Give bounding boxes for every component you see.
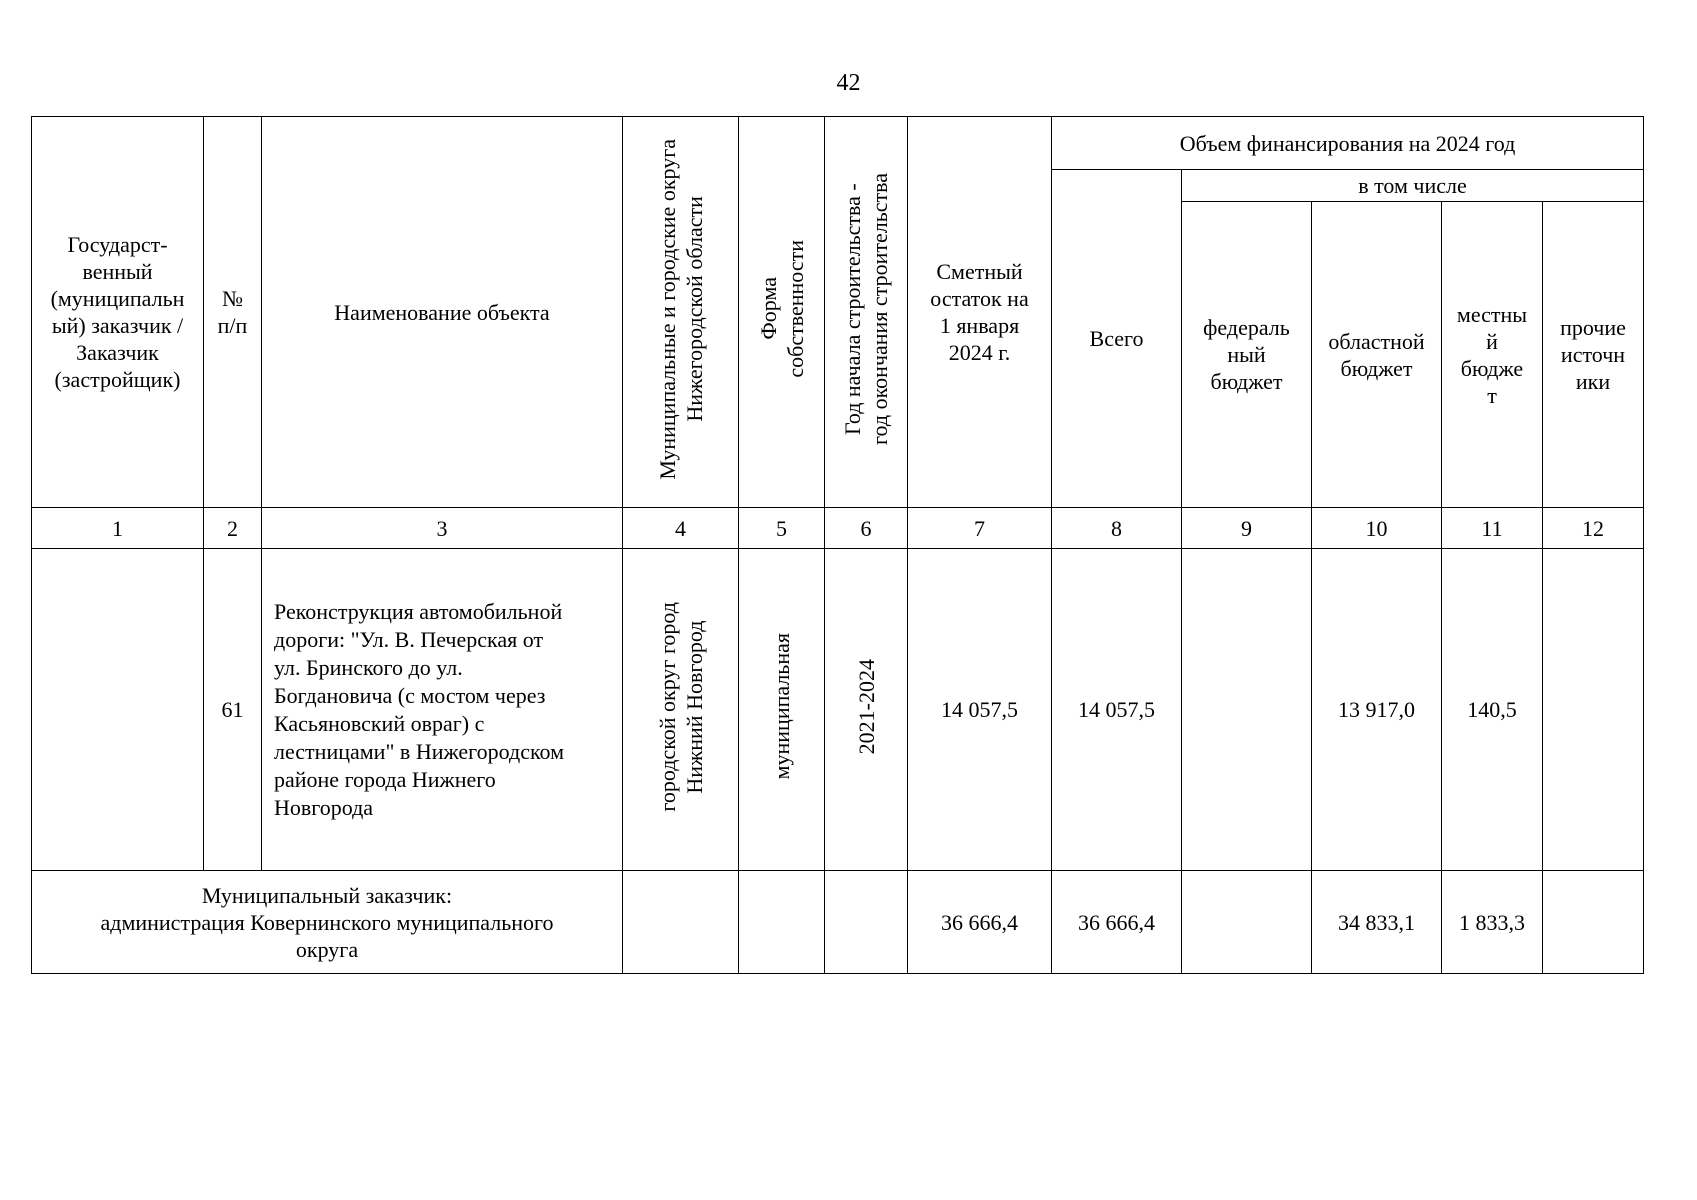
summary-other <box>1543 871 1644 974</box>
row-federal <box>1182 549 1312 871</box>
header-total <box>1052 170 1182 508</box>
header-other-text: прочие источн ики <box>1560 315 1626 394</box>
column-number: 12 <box>1543 508 1644 549</box>
summary-row <box>32 871 1644 974</box>
header-ownership-text: Форма собственности <box>755 240 808 378</box>
summary-ownership <box>739 871 825 974</box>
header-other <box>1543 202 1644 508</box>
header-object-name-text: Наименование объекта <box>334 299 550 325</box>
header-municipalities-text: Муниципальные и городские округа Нижегородской области <box>654 138 707 480</box>
column-number: 6 <box>825 508 908 549</box>
page-number: 42 <box>836 70 861 96</box>
header-local-text: местны й бюдже т <box>1456 301 1528 408</box>
summary-municipality <box>623 871 739 974</box>
header-funding-group <box>1052 117 1644 170</box>
row-total: 14 057,5 <box>1052 549 1182 871</box>
row-object-name <box>262 549 623 871</box>
row-customer <box>32 549 204 871</box>
header-federal <box>1182 202 1312 508</box>
header-total-text: Всего <box>1089 326 1144 351</box>
summary-estimate: 36 666,4 <box>908 871 1052 974</box>
row-ownership-text: муниципальная <box>769 633 794 780</box>
table-row <box>32 549 1644 871</box>
column-number: 8 <box>1052 508 1182 549</box>
column-number: 3 <box>262 508 623 549</box>
header-regional <box>1312 202 1442 508</box>
header-federal-text: федераль ный бюджет <box>1203 315 1290 394</box>
row-number: 61 <box>204 549 262 871</box>
summary-federal <box>1182 871 1312 974</box>
header-years-text: Год начала строительства - год окончания строительства <box>840 173 892 445</box>
header-regional-text: областной бюджет <box>1328 328 1425 381</box>
column-number: 1 <box>32 508 204 549</box>
summary-label <box>32 871 623 974</box>
row-years <box>825 549 908 871</box>
investment-program-table <box>31 116 1644 974</box>
header-row-1 <box>32 117 1644 170</box>
row-other <box>1543 549 1644 871</box>
header-customer <box>32 117 204 508</box>
row-estimate: 14 057,5 <box>908 549 1052 871</box>
column-number: 2 <box>204 508 262 549</box>
column-number: 5 <box>739 508 825 549</box>
header-including-text: в том числе <box>1358 173 1467 198</box>
header-including <box>1182 170 1644 202</box>
column-number: 11 <box>1442 508 1543 549</box>
header-estimate <box>908 117 1052 508</box>
column-number: 10 <box>1312 508 1442 549</box>
header-estimate-text: Сметный остаток на 1 января 2024 г. <box>930 259 1029 365</box>
header-local <box>1442 202 1543 508</box>
row-local: 140,5 <box>1442 549 1543 871</box>
row-years-text: 2021-2024 <box>853 658 879 755</box>
header-object-name <box>262 117 623 508</box>
row-object-name-text: Реконструкция автомобильной дороги: "Ул. В. Печерская от ул. Бринского до ул. Богдановича (с мостом через Касьяновский овраг) с лестницами" в Нижегородском районе города Нижнего Новгорода <box>274 598 565 820</box>
header-number <box>204 117 262 508</box>
row-ownership <box>739 549 825 871</box>
column-number-row <box>32 508 1644 549</box>
header-years <box>825 117 908 508</box>
header-municipalities <box>623 117 739 508</box>
summary-regional: 34 833,1 <box>1312 871 1442 974</box>
header-number-text: № п/п <box>217 286 248 338</box>
summary-years <box>825 871 908 974</box>
header-funding-group-text: Объем финансирования на 2024 год <box>1179 130 1516 156</box>
summary-local: 1 833,3 <box>1442 871 1543 974</box>
header-ownership <box>739 117 825 508</box>
column-number: 7 <box>908 508 1052 549</box>
summary-label-text: Муниципальный заказчик: администрация Ковернинского муниципального округа <box>100 882 554 962</box>
row-municipality-text: городской округ город Нижний Новгород <box>654 601 707 812</box>
row-regional: 13 917,0 <box>1312 549 1442 871</box>
column-number: 9 <box>1182 508 1312 549</box>
header-customer-text: Государст- венный (муниципальн ый) заказчик / Заказчик (застройщик) <box>50 232 185 392</box>
row-municipality <box>623 549 739 871</box>
column-number: 4 <box>623 508 739 549</box>
summary-total: 36 666,4 <box>1052 871 1182 974</box>
